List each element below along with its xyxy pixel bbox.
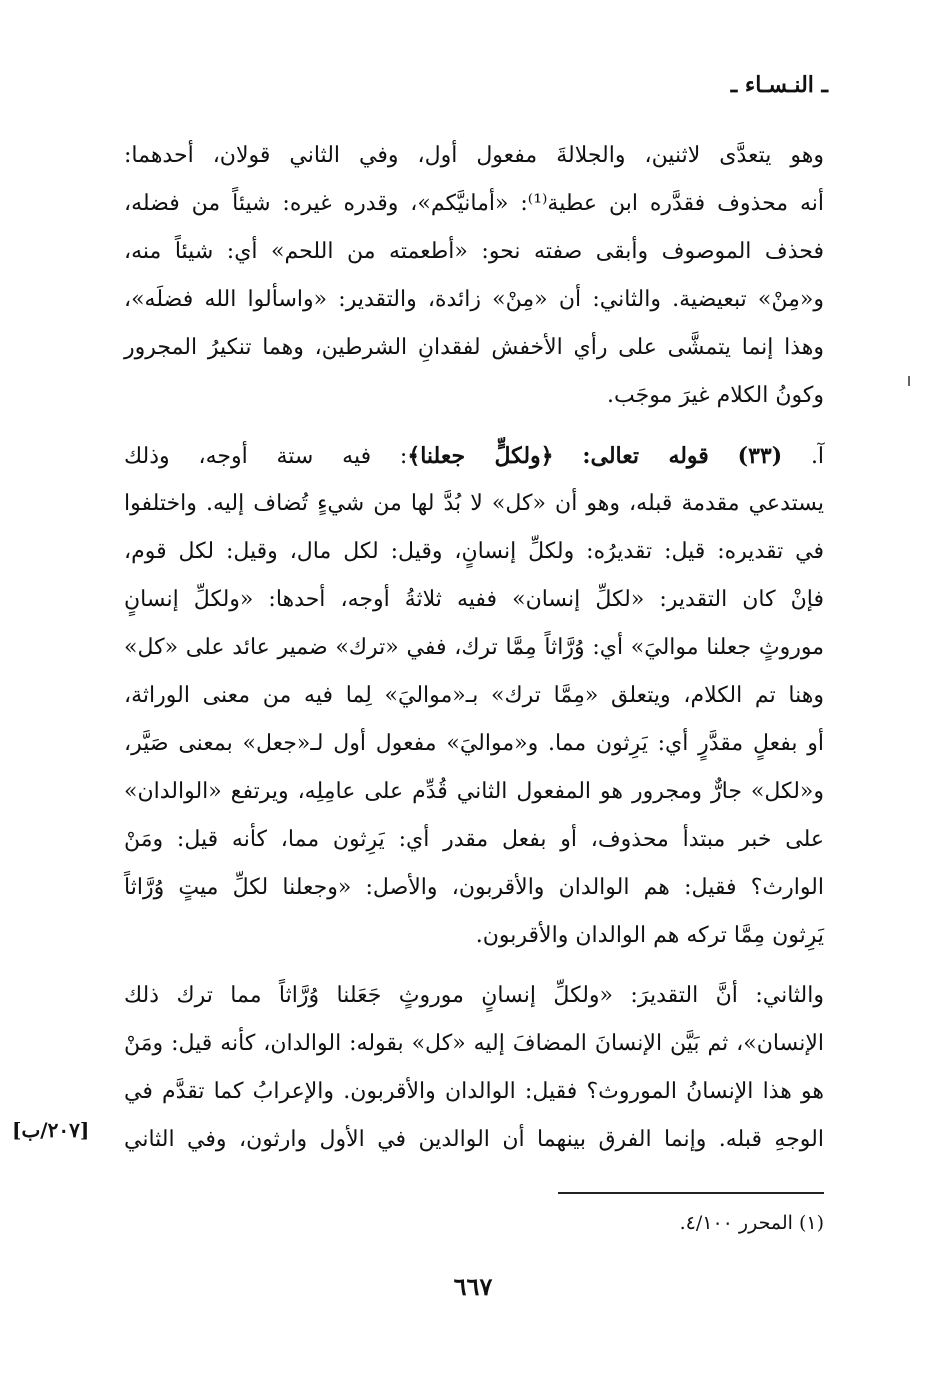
section-intro: قوله تعالى: [582, 443, 709, 469]
text-line: وهذا إنما يتمشَّى على رأي الأخفش لفقدانِ الشرطين، وهما تنكيرُ المجرور [124, 335, 824, 360]
paragraph-1 [124, 132, 824, 420]
text-line: و«مِنْ» تبعيضية. والثاني: أن «مِنْ» زائدة، والتقدير: «واسألوا الله فضلَه»، [124, 287, 824, 312]
text-line: هو هذا الإنسانُ الموروث؟ فقيل: الوالدان والأقربون. والإعرابُ كما تقدَّم في [124, 1079, 824, 1104]
section-33 [124, 432, 824, 960]
text-line: الوارث؟ فقيل: هم الوالدان والأقربون، والأصل: «وجعلنا لكلِّ ميتٍ وُرَّاثاً [124, 875, 824, 900]
footnote: (١) المحرر ٤/١٠٠. [679, 1212, 824, 1234]
margin-tick-mark [908, 376, 910, 386]
paragraph-3 [124, 972, 824, 1164]
text-line: يَرِثون مِمَّا تركه هم الوالدان والأقربون. [475, 923, 824, 948]
footnote-divider [558, 1192, 824, 1194]
section-marker: آ. [810, 444, 825, 469]
text-line: أنه محذوف فقدَّره ابن عطية⁽¹⁾: «أمانيَّكم»، وقدره غيره: شيئاً من فضله، [124, 191, 824, 216]
text-line: موروثٍ جعلنا مواليَ» أي: وُرَّاثاً مِمَّا ترك، ففي «ترك» ضمير عائد على «كل» [124, 635, 824, 660]
text-line: وهو يتعدَّى لاثنين، والجلالةَ مفعول أول، وفي الثاني قولان، أحدهما: [124, 143, 824, 168]
text-line: وكونُ الكلام غيرَ موجَب. [607, 383, 824, 408]
text-line: و«لكل» جارٌّ ومجرور هو المفعول الثاني قُدِّم على عامِلِه، ويرتفع «الوالدان» [124, 779, 824, 804]
running-header: ـ النـسـاء ـ [730, 72, 828, 98]
section-heading-line [124, 432, 824, 480]
text-line: الوجهِ قبله. وإنما الفرق بينهما أن الوالدين في الأول وارثون، وفي الثاني [124, 1127, 824, 1152]
text-line: وهنا تم الكلام، ويتعلق «مِمَّا ترك» بـ«مواليَ» لِما فيه من معنى الوراثة، [124, 683, 824, 708]
section-heading-rest: : فيه ستة أوجه، وذلك [124, 444, 408, 469]
text-line: فحذف الموصوف وأبقى صفته نحو: «أطعمته من اللحم» أي: شيئاً منه، [124, 239, 824, 264]
text-line: فإنْ كان التقدير: «لكلِّ إنسان» ففيه ثلاثةُ أوجه، أحدها: «ولكلِّ إنسانٍ [124, 587, 824, 612]
page-number: ٦٦٧ [453, 1272, 493, 1301]
folio-reference: [٢٠٧/ب] [12, 1118, 90, 1142]
quranic-phrase: ﴿ولكلٍّ جعلنا﴾ [407, 443, 554, 469]
text-line: في تقديره: قيل: تقديرُه: ولكلِّ إنسانٍ، وقيل: لكل مال، وقيل: لكل قوم، [124, 539, 824, 564]
text-line: الإنسان»، ثم بَيَّن الإنسانَ المضافَ إليه «كل» بقوله: الوالدان، كأنه قيل: ومَنْ [124, 1031, 824, 1056]
text-line: يستدعي مقدمة قبله، وهو أن «كل» لا بُدَّ لها من شيءٍ تُضاف إليه. واختلفوا [124, 491, 824, 516]
text-line: أو بفعلٍ مقدَّرٍ أي: يَرِثون مما. و«مواليَ» مفعول أول لـ«جعل» بمعنى صَيَّر، [124, 731, 824, 756]
section-number: (٣٣) [737, 443, 783, 469]
text-line: على خبر مبتدأ محذوف، أو بفعل مقدر أي: يَرِثون مما، كأنه قيل: ومَنْ [124, 827, 824, 852]
text-line: والثاني: أنَّ التقديرَ: «ولكلِّ إنسانٍ موروثٍ جَعَلنا وُرَّاثاً مما ترك ذلك [124, 983, 824, 1008]
